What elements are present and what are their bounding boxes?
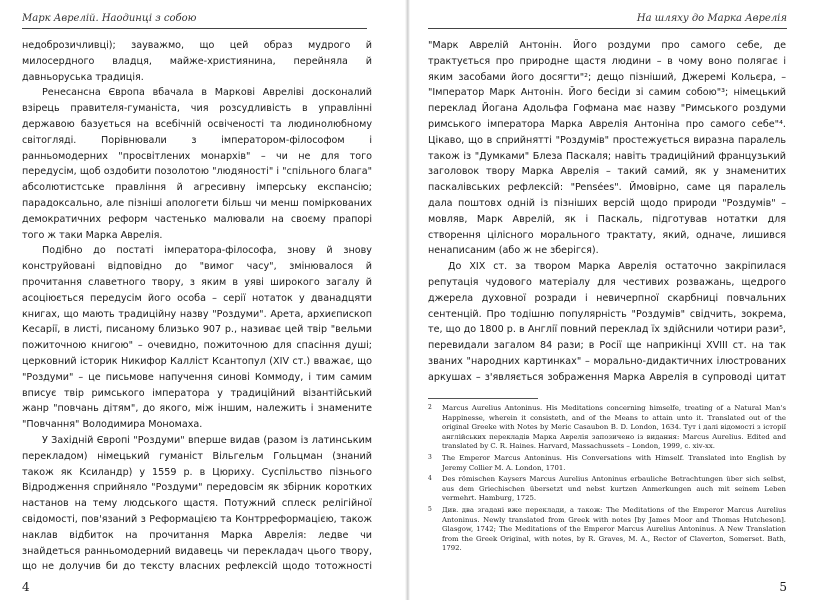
footnote	[428, 506, 786, 554]
paragraph: "Марк Аврелій Антонін. Його роздуми про самого себе, де трактується про природне щастя людини – в чому воно полягає і яким засобами його досягти"²; дещо пізніший, Джеремі Кольєра, – "Імператор Марк Антонін. Його бесіди зі самим собою"³; німецький переклад Йогана Адольфа Гофмана має назву "Римського роздуми римського імператора Марка Аврелія Антоніна про самого себе"⁴. Цікаво, що в сприйнятті "Роздумів" простежується виразна паралель також із "Думками" Блеза Паскаля; навіть традиційний французький заголовок твору Марка Аврелія – такий самий, як у знаменитих паскалівських рефлексій: "Pensées". Ймовірно, саме ця паралель дала поштовх одній із пізніших версій щодо природи "Роздумів" – мовляв, Марк Аврелій, як і Паскаль, підготував нотатки для створення цілісного морального трактату, який, одначе, лишився ненаписаним (або ж не зберігся).	[428, 40, 786, 257]
footnote	[428, 475, 786, 504]
right-page-number: 5	[779, 580, 787, 594]
footnotes	[428, 404, 786, 576]
paragraph: Подібно до постаті імператора-філософа, знову й знову конструйовані відповідно до "вимог часу", змінювалося й прочитання славетного твору, з яким в уяві широкого загалу й асоціюється передусім його особа – серії нотаток у дванадцяти книгах, що мають традиційну назву "Роздуми". Арета, архиєпископ Кесарії, в листі, писаному близько 907 р., називає цей твір "вельми пожиточною книгою" – очевидно, пожиточною для спасіння душі; церковний історик Никифор Калліст Ксантопул (XIV ст.) вважає, що "Роздуми" – це письмове напучення синові Коммоду, і тим самим вписує твір римського імператора у традиційний візантійський жанр "повчань дітям", до якого, між іншим, належить і знамените "Повчання" Володимира Мономаха.	[22, 245, 372, 431]
footnote-text: Див. два згадані вже переклади, а також: The Meditations of the Emperor Marcus Aurelius Antoninus. Newly translated from Greek with notes [by James Moor and Thomas Hutcheson]. Glasgow, 1742; The Meditations of the Emperor Marcus Aurelius Antoninus. A New Translation from the Greek Original, with notes, by R. Graves, M. A., Rector of Claverton, Somerset. Bath, 1792.	[442, 505, 786, 553]
paragraph: недоброзичливці); зауважмо, що цей образ мудрого й милосердного владця, майже-християнина, перейняла й давньоруська традиція.	[22, 40, 372, 83]
footnote-number: 4	[428, 475, 432, 483]
paragraph: Ренесансна Європа вбачала в Маркові Авреліві досконалий взірець правителя-гуманіста, чия розсудливість в управлінні державою базується на всебічній освіченості та людинолюбному світогляді. Порівнювали з імператором-філософом і ранньомодерних "просвітлених монархів" – чи не для того передусім, щоб оздобити позолотою "людяності" і "спільного блага" абсолютистське правління й агресивну імперську експансію; парадоксально, але пізніші апологети більш чи менш поміркованих демократичних реформ частенько малювали на своєму прапорі того ж таки Марка Аврелія.	[22, 87, 372, 241]
paragraph: У Західній Європі "Роздуми" вперше видав (разом із латинським перекладом) німецький гуманіст Вільгельм Гольцман (знаний також як Ксиландр) у 1559 р. в Цюриху. Суспільство пізнього Відродження сприйняло "Роздуми" передовсім як збірник коротких настанов на тему людського щастя. Потужний сплеск релігійної свідомості, пов'язаний з Реформацією та Контрреформацією, також наклав відбиток на прочитання Марка Аврелія: ледве чи знайдеться ранньомодерний видавець чи перекладач цього твору, що не долучив би до тексту власних рефлексій щодо тотожності	[22, 434, 372, 573]
footnote-text: The Emperor Marcus Antoninus. His Conversations with Himself. Translated into English by Jeremy Collier M. A. London, 1701.	[442, 453, 786, 472]
left-page-body	[22, 38, 372, 573]
right-page-body	[428, 38, 786, 387]
left-running-head: Марк Аврелій. Наодинці з собою	[22, 10, 367, 29]
footnote	[428, 454, 786, 473]
footnote-text: Des römischen Kaysers Marcus Aurelius Antoninus erbauliche Betrachtungen über sich selbst, aus dem Griechischen übersetzt und nebst kurtzen Anmerkungen auch mit seinem Leben vermehrt. Hamburg, 1725.	[442, 475, 786, 503]
footnote-rule	[428, 398, 538, 399]
footnote-text: Marcus Aurelius Antoninus. His Meditations concerning himselfe, treating of a Natural Man's Happinesse, wherein it consisteth, and of the Means to attain unto it. Translated out of the original Greeke with Notes by Meric Casaubon B. D. London, 1634. Тут і далі відомості з історії англійських перекладів Марка Аврелія запозичено із видання: Marcus Aurelius. Edited and translated by C. R. Haines. Harvard, Massachussets – London, 1999, c. xiv-xx.	[442, 404, 786, 451]
footnote-number: 2	[428, 404, 432, 411]
footnote-number: 5	[428, 505, 432, 513]
footnote-number: 3	[428, 453, 432, 461]
right-running-head: На шляху до Марка Аврелія	[428, 10, 787, 29]
left-page	[0, 0, 407, 600]
footnote	[428, 404, 786, 452]
left-page-number: 4	[22, 580, 30, 594]
right-page	[408, 0, 815, 600]
paragraph: До XIX ст. за твором Марка Аврелія остаточно закріпилася репутація чудового матеріалу для честивих розважань, щедрого джерела духовної розради і невичерпної скарбниці повчальних сентенцій. Про тодішню популярність "Роздумів" свідчить, зокрема, те, що до 1800 р. в Англії повний переклад їх здійснили чотири рази⁵, перевидали загалом 84 рази; в Росії ще наприкінці XVIII ст. на так званих "народних картинках" – морально-дидактичних ілюстрованих аркушах – з'являється зображення Марка Аврелія в супроводі цитат	[428, 261, 786, 383]
